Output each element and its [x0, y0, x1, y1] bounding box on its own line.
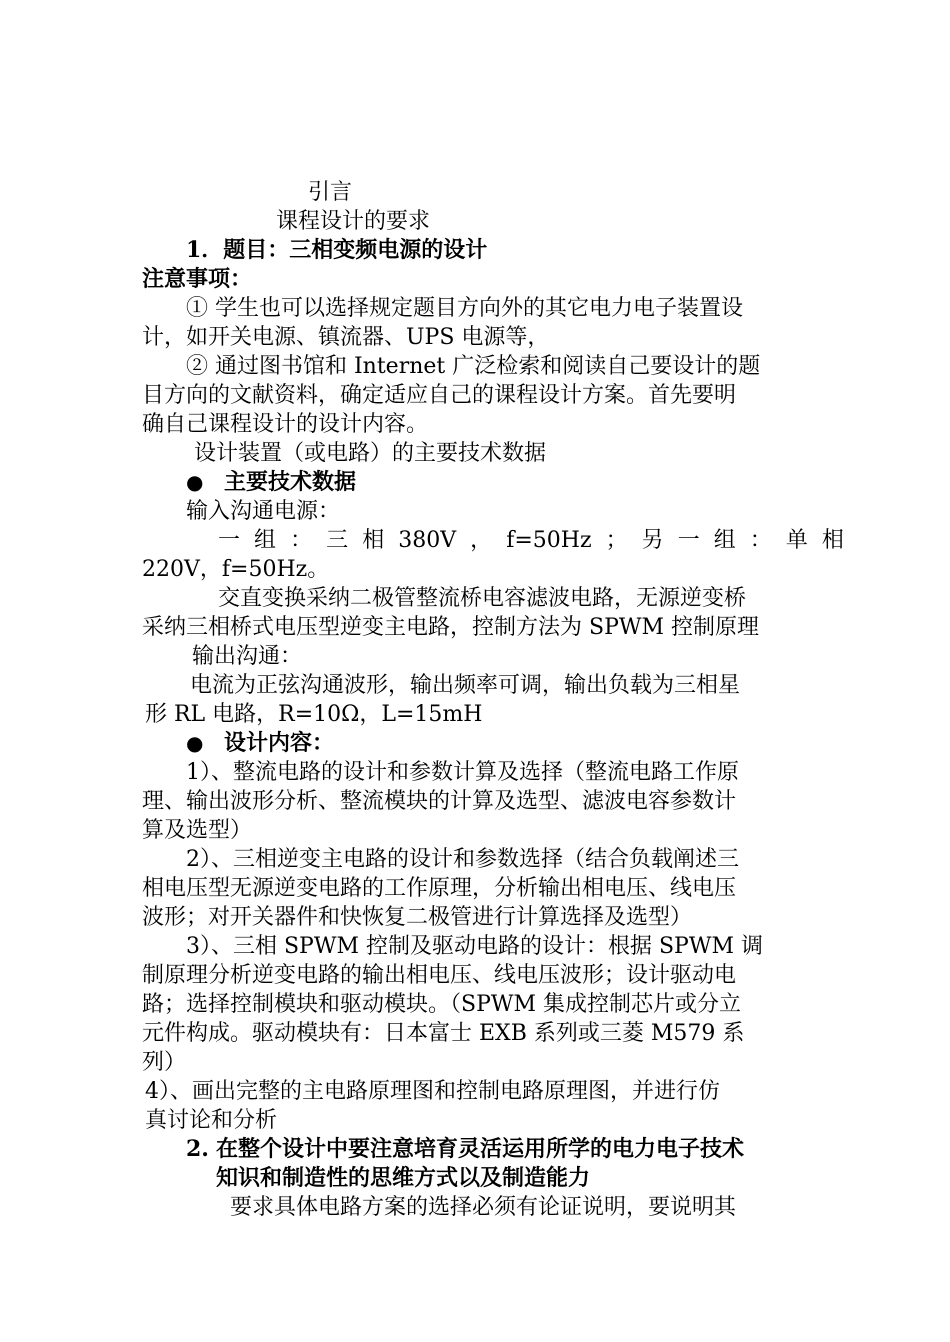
content3-line5: 列） — [142, 1050, 187, 1075]
bullet-icon: ● — [186, 470, 204, 494]
input-token: ： — [749, 528, 772, 553]
item2-line1 — [186, 1135, 844, 1164]
design-content-title: 设计内容： — [224, 730, 335, 756]
content1-line3: 算及选型） — [142, 818, 253, 843]
tech-data-title: 主要技术数据 — [224, 469, 357, 495]
content1-line1: 1）、整流电路的设计和参数计算及选择（整流电路工作原 — [186, 760, 739, 785]
input-token: 380V — [398, 528, 457, 553]
acdc-line1: 交直变换采纳二极管整流桥电容滤波电路，无源逆变桥 — [218, 586, 747, 611]
content3-line2: 制原理分析逆变电路的输出相电压、线电压波形；设计驱动电 — [142, 963, 737, 988]
heading-intro: 引言 — [308, 180, 353, 205]
content2-line2: 相电压型无源逆变电路的工作原理，分析输出相电压、线电压 — [142, 876, 737, 901]
content4-line2: 真讨论和分析 — [145, 1108, 278, 1133]
note1-line2: 计，如开关电源、镇流器、UPS 电源等， — [142, 325, 550, 350]
input-token: ： — [290, 528, 313, 553]
input-token: 单 — [785, 528, 808, 553]
content2-line1: 2）、三相逆变主电路的设计和参数选择（结合负载阐述三 — [186, 847, 739, 872]
input-token: ， — [470, 528, 493, 553]
item2-number: 2. — [186, 1136, 209, 1162]
content3-line4: 元件构成。驱动模块有：日本富士 EXB 系列或三菱 M579 系 — [142, 1021, 745, 1046]
content3-line3: 路；选择控制模块和驱动模块。（SPWM 集成控制芯片或分立 — [142, 992, 742, 1017]
input-label: 输入沟通电源： — [186, 499, 341, 524]
acdc-line2: 采纳三相桥式电压型逆变主电路，控制方法为 SPWM 控制原理 — [142, 615, 760, 640]
input-token: 一 — [677, 528, 700, 553]
bullet-icon: ● — [186, 731, 204, 755]
note2-line3: 确自己课程设计的设计内容。 — [142, 412, 429, 437]
device-heading: 设计装置（或电路）的主要技术数据 — [194, 441, 547, 466]
notes-label: 注意事项： — [142, 266, 253, 292]
last-line1: 要求具体电路方案的选择必须有论证说明，要说明其 — [230, 1195, 737, 1220]
content3-line1: 3）、三相 SPWM 控制及驱动电路的设计：根据 SPWM 调 — [186, 934, 763, 959]
output-line2: 形 RL 电路，R=10Ω，L=15mH — [145, 702, 483, 727]
input-token: 组 — [254, 528, 277, 553]
note1-line1: ① 学生也可以选择规定题目方向外的其它电力电子装置设 — [186, 296, 743, 321]
input-token: ； — [605, 528, 628, 553]
input-token: 另 — [641, 528, 664, 553]
content1-line2: 理、输出波形分析、整流模块的计算及选型、滤波电容参数计 — [142, 789, 737, 814]
heading-requirements: 课程设计的要求 — [276, 209, 431, 234]
note2-line2: 目方向的文献资料，确定适应自己的课程设计方案。首先要明 — [142, 383, 737, 408]
output-label: 输出沟通： — [192, 644, 303, 669]
item2-text-1: 在整个设计中要注意培育灵活运用所学的电力电子技术 — [216, 1136, 745, 1162]
output-line1: 电流为正弦沟通波形，输出频率可调，输出负载为三相星 — [190, 673, 741, 698]
tech-data-heading — [186, 468, 356, 497]
input-token: f=50Hz — [506, 528, 592, 553]
input-token: 三 — [326, 528, 349, 553]
note2-line1: ② 通过图书馆和 Internet 广泛检索和阅读自己要设计的题 — [186, 354, 761, 379]
item2-line2: 知识和制造性的思维方式以及制造能力 — [216, 1165, 591, 1191]
input-token: 一 — [218, 528, 241, 553]
content4-line1: 4）、画出完整的主电路原理图和控制电路原理图，并进行仿 — [145, 1079, 720, 1104]
input-token: 相 — [362, 528, 385, 553]
item1-title: 1．题目：三相变频电源的设计 — [186, 237, 488, 263]
input-line2: 220V，f=50Hz。 — [142, 557, 330, 582]
input-token: 相 — [821, 528, 844, 553]
input-line1 — [218, 526, 844, 555]
design-content-heading — [186, 729, 334, 758]
input-token: 组 — [713, 528, 736, 553]
content2-line3: 波形；对开关器件和快恢复二极管进行计算选择及选型） — [142, 905, 693, 930]
